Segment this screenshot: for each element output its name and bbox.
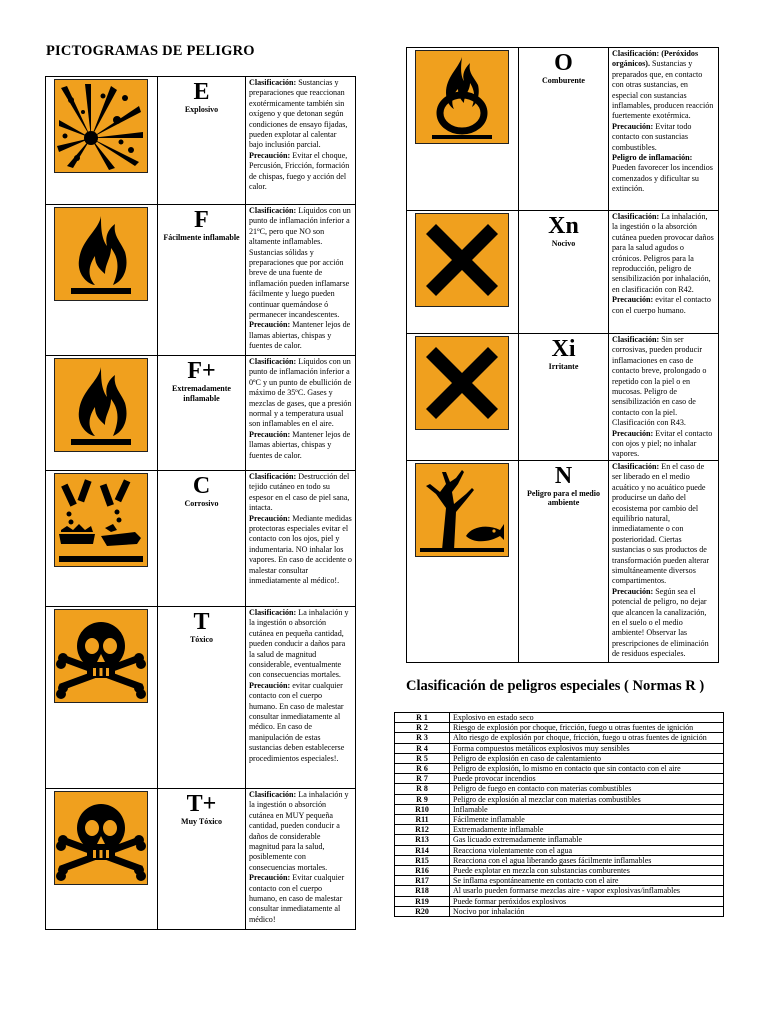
table-row: R16 Puede explotar en mezcla con substancias comburentes — [395, 866, 724, 876]
hazard-description: Clasificación: La inhalación y la ingestión o absorción cutánea en pequeña cantidad, pueden conducir a daños para la salud de magnitud considerable, eventualmente con consecuencias mortales. Precaución: evitar cualquier contacto con el cuerpo humano. En caso de malestar consultar inmediatamente al médico. En caso de manipulación de estas sustancias deben establecerse procedimientos especiales!. — [246, 607, 356, 789]
table-row: R12 Extremadamente inflamable — [395, 825, 724, 835]
table-row: R10 Inflamable — [395, 804, 724, 814]
table-row: R14 Reacciona violentamente con el agua — [395, 845, 724, 855]
pictogram-row-e — [46, 77, 356, 205]
pictogram-row-t-plus — [46, 789, 356, 930]
table-row: R 3 Alto riesgo de explosión por choque, fricción, fuego u otras fuentes de ignición — [395, 733, 724, 743]
table-row: R13 Gas licuado extremadamente inflamable — [395, 835, 724, 845]
pictogram-row-t — [46, 607, 356, 789]
hazard-description: Clasificación: Líquidos con un punto de inflamación inferior a 0ºC y un punto de ebullición de máximo de 35ºC. Gases y mezclas de gases, que a presión normal y a temperatura usual son inflamables en el aire. Precaución: Mantener lejos de llamas abiertas, chispas y fuentes de calor. — [246, 356, 356, 471]
hazard-description: Clasificación: La inhalación, la ingestión o la absorción cutánea pueden provocar daños para la salud agudos o crónicos. Peligros para la reproducción, peligro de sensibilización por inhalación, en clasificación con R42. Precaución: evitar el contacto con el cuerpo humano. — [609, 211, 719, 334]
explosive-icon — [54, 79, 148, 173]
table-row: R18 Al usarlo pueden formarse mezclas aire - vapor explosivas/inflamables — [395, 886, 724, 896]
table-row: R20 Nocivo por inhalación — [395, 906, 724, 916]
hazard-code: E — [193, 79, 210, 105]
hazard-code: T — [193, 609, 210, 635]
pictogram-row-n — [407, 460, 719, 662]
hazard-code: O — [554, 50, 573, 76]
hazard-name: Nocivo — [551, 239, 576, 248]
table-row: R 7 Puede provocar incendios — [395, 774, 724, 784]
table-row: R 4 Forma compuestos metálicos explosivos muy sensibles — [395, 743, 724, 753]
table-row: R 1 Explosivo en estado seco — [395, 713, 724, 723]
r-section-title: Clasificación de peligros especiales ( Normas R ) — [406, 678, 705, 694]
table-row: R 6 Peligro de explosión, lo mismo en contacto que sin contacto con el aire — [395, 764, 724, 774]
table-row: R 2 Riesgo de explosión por choque, fricción, fuego u otras fuentes de ignición — [395, 723, 724, 733]
flame-icon — [54, 207, 148, 301]
hazard-code: T+ — [186, 791, 217, 817]
table-row: R15 Reacciona con el agua liberando gases fácilmente inflamables — [395, 855, 724, 865]
hazard-description: Clasificación: Líquidos con un punto de inflamación inferior a 21ºC, pero que NO son altamente inflamables. Sustancias sólidas y preparaciones que por acción breve de una fuente de inflamación pueden inflamarse fácilmente y luego pueden continuar quemándose ó permanecer incandescentes. Precaución: Mantener lejos de llamas abiertas, chispas y fuentes de calor. — [246, 205, 356, 356]
hazard-description: Clasificación: Sin ser corrosivas, pueden producir inflamaciones en caso de contacto breve, prolongado o repetido con la piel o en mucosas. Peligro de sensibilización en caso de contacto con la piel. Clasificación con R43. Precaución: Evitar el contacto con ojos y piel; no inhalar vapores. — [609, 334, 719, 461]
hazard-description: Clasificación: En el caso de ser liberado en el medio acuático y no acuático puede producirse un daño del ecosistema por cambio del equilibrio natural, inmediatamente o con posterioridad. Ciertas sustancias o sus productos de transformación pueden alterar simultáneamente diversos compartimentos. Precaución: Según sea el potencial de peligro, no dejar que alcancen la canalización, en el suelo o el medio ambiente! Observar las prescripciones de eliminación de residuos especiales. — [609, 460, 719, 662]
hazard-code: Xi — [551, 336, 576, 362]
hazard-code: C — [192, 473, 211, 499]
pictogram-row-f — [46, 205, 356, 356]
hazard-name: Fácilmente inflamable — [163, 233, 240, 242]
cross-icon — [415, 213, 509, 307]
flame-over-circle-icon — [415, 50, 509, 144]
cross-icon — [415, 336, 509, 430]
page-title: PICTOGRAMAS DE PELIGRO — [46, 43, 255, 59]
table-row: R11 Fácilmente inflamable — [395, 815, 724, 825]
hazard-code: N — [554, 462, 573, 489]
hazard-name: Corrosivo — [184, 499, 219, 508]
hazard-code: Xn — [548, 213, 579, 239]
pictogram-row-xn — [407, 211, 719, 334]
table-row: R17 Se inflama espontáneamente en contacto con el aire — [395, 876, 724, 886]
hazard-description: Clasificación: La inhalación y la ingestión o absorción cutánea en MUY pequeña cantidad, pueden conducir a daños de considerable magnitud para la salud, posiblemente con consecuencias mortales. Precaución: Evitar cualquier contacto con el cuerpo humano, en caso de malestar consultar inmediatamente al médico! — [246, 789, 356, 930]
table-row: R 5 Peligro de explosión en caso de calentamiento — [395, 753, 724, 763]
table-row: R19 Puede formar peróxidos explosivos — [395, 896, 724, 906]
hazard-name: Extremadamente inflamable — [172, 384, 231, 403]
r-phrases-table — [394, 712, 724, 917]
table-row: R 8 Peligro de fuego en contacto con materias combustibles — [395, 784, 724, 794]
hazard-name: Irritante — [548, 362, 579, 371]
hazard-code: F — [194, 207, 209, 233]
corrosive-icon — [54, 473, 148, 567]
hazard-name: Comburente — [542, 76, 585, 85]
hazard-name: Muy Tóxico — [181, 817, 222, 826]
pictogram-row-c — [46, 471, 356, 607]
flame-icon — [54, 358, 148, 452]
left-pictogram-table — [45, 76, 356, 930]
skull-crossbones-icon — [54, 609, 148, 703]
hazard-name: Peligro para el medio ambiente — [527, 488, 600, 508]
skull-crossbones-icon — [54, 791, 148, 885]
pictogram-row-o — [407, 48, 719, 211]
pictogram-row-f-plus — [46, 356, 356, 471]
right-pictogram-table — [406, 47, 719, 663]
hazard-description: Clasificación: (Peróxidos orgánicos). Sustancias y preparados que, en contacto con otras sustancias, en especial con sustancias inflamables, producen reacción fuertemente exotérmica. Precaución: Evitar todo contacto con sustancias combustibles. Peligro de inflamación: Pueden favorecer los incendios comenzados y dificultar su extinción. — [609, 48, 719, 211]
hazard-description: Clasificación: Sustancias y preparaciones que reaccionan exotérmicamente también sin oxígeno y que detonan según condiciones de ensayo fijadas, pueden explotar al calentar bajo inclusión parcial. Precaución: Evitar el choque, Percusión, Fricción, formación de chispas, fuego y acción del calor. — [246, 77, 356, 205]
hazard-name: Tóxico — [189, 635, 214, 644]
hazard-name: Explosivo — [184, 105, 219, 114]
pictogram-row-xi — [407, 334, 719, 461]
hazard-description: Clasificación: Destrucción del tejido cutáneo en todo su espesor en el caso de piel sana, intacta. Precaución: Mediante medidas protectoras especiales evitar el contacto con los ojos, piel y indumentaria. NO inhalar los vapores. En caso de accidente o malestar consultar inmediatamente al médico!. — [246, 471, 356, 607]
table-row: R 9 Peligro de explosión al mezclar con materias combustibles — [395, 794, 724, 804]
hazard-code: F+ — [187, 358, 216, 384]
environment-tree-fish-icon — [415, 463, 509, 557]
